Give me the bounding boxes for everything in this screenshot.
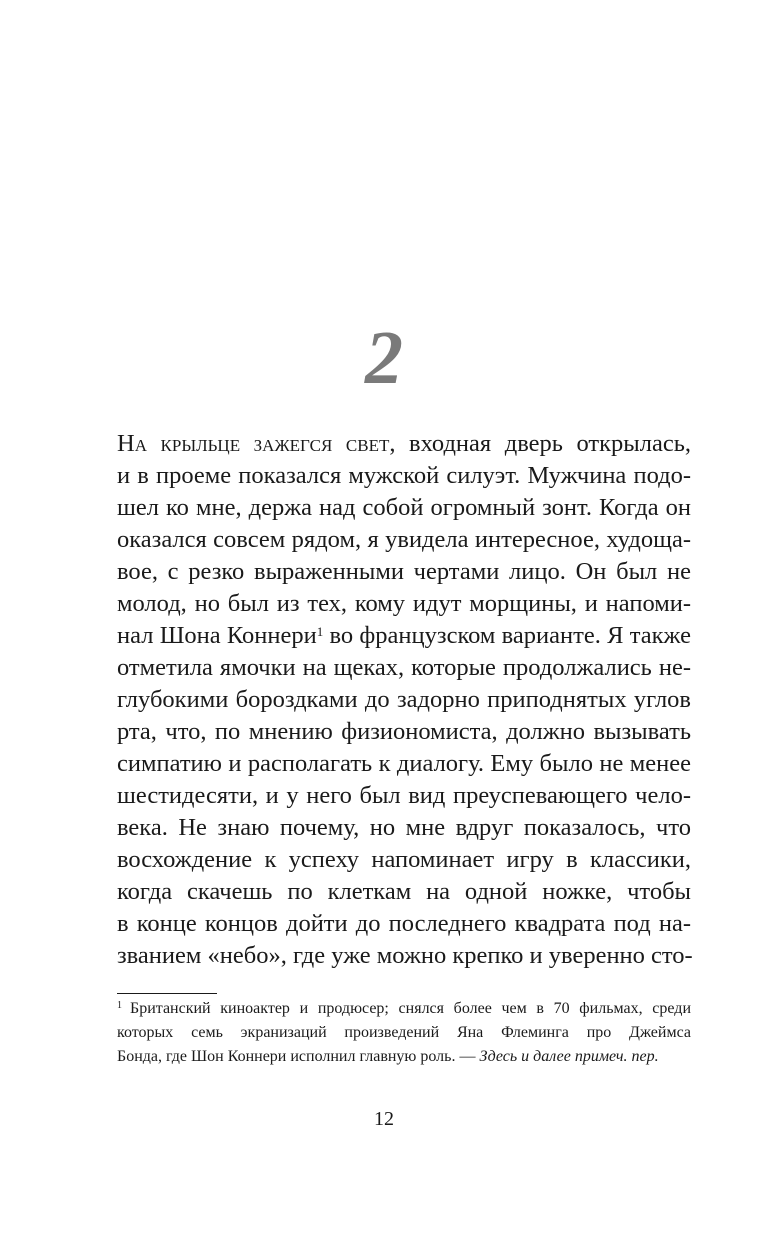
chapter-lead-smallcaps: На крыльце зажегся свет, bbox=[117, 430, 396, 457]
footnote-mark: 1 bbox=[117, 1000, 122, 1011]
body-line: шел ко мне, держа над собой огромный зонт. Когда он bbox=[117, 494, 691, 521]
body-line: симпатию и располагать к диалогу. Ему было не менее bbox=[117, 750, 691, 777]
body-line: и в проеме показался мужской силуэт. Мужчина подо- bbox=[117, 462, 691, 489]
body-line: века. Не знаю почему, но мне вдруг показалось, что bbox=[117, 814, 691, 841]
body-line: вое, с резко выраженными чертами лицо. Он был не bbox=[117, 558, 691, 585]
body-line: отметила ямочки на щеках, которые продолжались не- bbox=[117, 654, 691, 681]
footnote-divider bbox=[117, 993, 217, 994]
footnote-translator-note: Здесь и далее примеч. пер. bbox=[479, 1048, 659, 1065]
footnote-line: которых семь экранизаций произведений Яна Флеминга про Джеймса bbox=[117, 1024, 691, 1041]
body-line: глубокими бороздками до задорно приподнятых углов bbox=[117, 686, 691, 713]
footnote bbox=[117, 997, 691, 1069]
body-line: званием «небо», где уже можно крепко и уверенно сто- bbox=[117, 942, 693, 969]
body-line: восхождение к успеху напоминает игру в классики, bbox=[117, 846, 691, 873]
body-line-rest: входная дверь открылась, bbox=[395, 430, 691, 457]
footnote-line bbox=[117, 1045, 691, 1069]
footnote-line bbox=[117, 997, 691, 1021]
body-line bbox=[117, 428, 691, 460]
chapter-number: 2 bbox=[365, 316, 403, 400]
body-line: в конце концов дойти до последнего квадрата под на- bbox=[117, 910, 691, 937]
footnote-reference[interactable]: 1 bbox=[316, 624, 324, 639]
body-line-part: во французском варианте. Я также bbox=[323, 622, 691, 649]
body-line: молод, но был из тех, кому идут морщины, и напоми- bbox=[117, 590, 691, 617]
body-line: когда скачешь по клеткам на одной ножке, чтобы bbox=[117, 878, 691, 905]
body-line: оказался совсем рядом, я увидела интересное, худоща- bbox=[117, 526, 691, 553]
footnote-text: Британский киноактер и продюсер; снялся более чем в 70 фильмах, среди bbox=[130, 1000, 691, 1017]
body-line bbox=[117, 620, 691, 652]
body-line: рта, что, по мнению физиономиста, должно вызывать bbox=[117, 718, 691, 745]
body-line-part: нал Шона Коннери bbox=[117, 622, 317, 649]
footnote-text: Бонда, где Шон Коннери исполнил главную роль. — bbox=[117, 1048, 480, 1065]
body-text bbox=[117, 428, 691, 972]
body-line: шестидесяти, и у него был вид преуспевающего чело- bbox=[117, 782, 691, 809]
page-number: 12 bbox=[374, 1108, 394, 1130]
